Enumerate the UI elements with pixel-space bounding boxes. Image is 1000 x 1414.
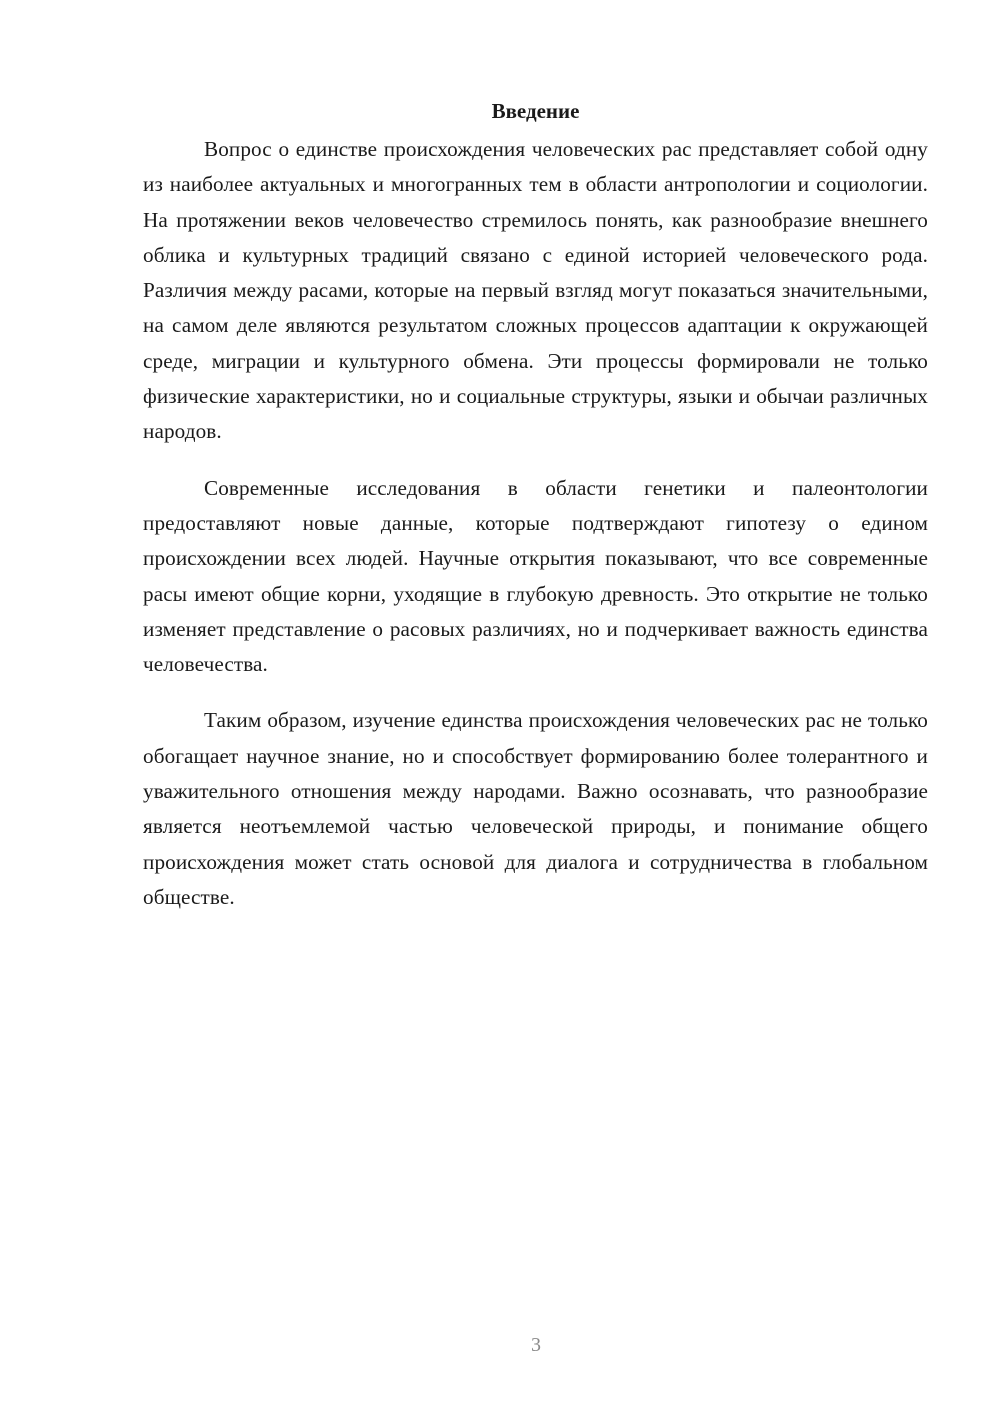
section-heading: Введение [491, 99, 580, 123]
paragraph-2: Современные исследования в области генетики и палеонтологии предоставляют новые данные, которые подтверждают гипотезу о едином происхождении всех людей. Научные открытия показывают, что все современные расы имеют общие корни, уходящие в глубокую древность. Это открытие не только изменяет представление о расовых различиях, но и подчеркивает важность единства человечества. [143, 475, 928, 677]
paragraph-1: Вопрос о единстве происхождения человеческих рас представляет собой одну из наиболее актуальных и многогранных тем в области антропологии и социологии. На протяжении веков человечество стремилось понять, как разнообразие внешнего облика и культурных традиций связано с единой историей человеческого рода. Различия между расами, которые на первый взгляд могут показаться значительными, на самом деле являются результатом сложных процессов адаптации к окружающей среде, миграции и культурного обмена. Эти процессы формировали не только физические характеристики, но и социальные структуры, языки и обычаи различных народов. [143, 137, 928, 444]
paragraph-3: Таким образом, изучение единства происхождения человеческих рас не только обогащает научное знание, но и способствует формированию более толерантного и уважительного отношения между народами. Важно осознавать, что разнообразие является неотъемлемой частью человеческой природы, и понимание общего происхождения может стать основой для диалога и сотрудничества в глобальном обществе. [143, 708, 928, 909]
page-content [143, 96, 928, 936]
page-number: 3 [531, 1334, 541, 1356]
